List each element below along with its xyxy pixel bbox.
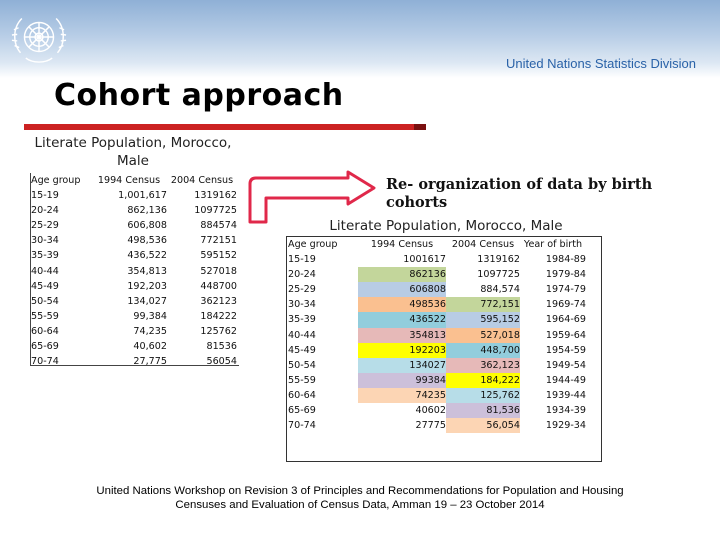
table-cell: 134,027 [127, 295, 167, 307]
footer-line-2: Censuses and Evaluation of Census Data, Amman 19 – 23 October 2014 [175, 499, 545, 511]
table-row [31, 339, 237, 354]
table-cell: 436,522 [127, 250, 167, 262]
table-row [31, 294, 237, 309]
column-header: Age group [288, 239, 338, 250]
table-row [288, 282, 586, 297]
table-cell: 595,152 [446, 312, 520, 327]
table-cell: 498536 [358, 297, 446, 312]
table-row [288, 418, 586, 433]
table-cell: 1979-84 [545, 269, 586, 281]
table-cell: 40-44 [31, 265, 59, 277]
table-row [31, 354, 237, 369]
table-cell: 45-49 [31, 280, 59, 292]
table-row [288, 328, 586, 343]
table-row [31, 309, 237, 324]
table-cell: 125,762 [446, 388, 520, 403]
table-cell: 40-44 [288, 329, 316, 341]
column-header: Age group [31, 175, 81, 186]
cohort-table-header [288, 237, 586, 252]
table-row [288, 343, 586, 358]
slide-title: Cohort approach [54, 78, 344, 113]
table-cell: 362,123 [446, 358, 520, 373]
table-cell: 20-24 [31, 205, 59, 217]
table-cell: 55-59 [288, 374, 316, 386]
table-row [31, 279, 237, 294]
table-row [288, 388, 586, 403]
table-cell: 595152 [200, 250, 237, 262]
table-cell: 56054 [206, 356, 237, 368]
table-cell: 70-74 [288, 420, 316, 432]
table-row [31, 188, 237, 203]
table-cell: 1954-59 [545, 344, 586, 356]
table-cell: 20-24 [288, 269, 316, 281]
table-cell: 436522 [358, 312, 446, 327]
table-row [288, 312, 586, 327]
table-cell: 1974-79 [545, 284, 586, 296]
cohort-table [288, 237, 586, 433]
reorganization-heading: Re- organization of data by birth cohorts [386, 176, 653, 211]
table-cell: 1097725 [194, 205, 237, 217]
title-underline-end [414, 124, 426, 130]
table-cell: 99,384 [133, 310, 167, 322]
table-cell: 1959-64 [545, 329, 586, 341]
table-row [288, 373, 586, 388]
table-cell: 56,054 [446, 418, 520, 433]
footer-note [20, 484, 700, 512]
table-cell: 25-29 [288, 284, 316, 296]
table-cell: 184222 [200, 310, 237, 322]
table-cell: 862136 [358, 267, 446, 282]
left-table-header [31, 173, 237, 188]
table-cell: 1001617 [403, 254, 446, 266]
table-cell: 27,775 [133, 356, 167, 368]
table-cell: 15-19 [31, 190, 59, 202]
table-cell: 65-69 [288, 405, 316, 417]
footer-line-1: United Nations Workshop on Revision 3 of Principles and Recommendations for Population and Housing [96, 485, 624, 497]
table-row [31, 233, 237, 248]
table-cell: 74235 [358, 388, 446, 403]
left-census-table [31, 173, 237, 369]
right-table-caption: Literate Population, Morocco, Male [329, 218, 563, 234]
table-cell: 27775 [415, 420, 446, 432]
table-cell: 125762 [200, 325, 237, 337]
table-cell: 1984-89 [545, 254, 586, 266]
table-cell: 70-74 [31, 356, 59, 368]
table-cell: 81,536 [446, 403, 520, 418]
table-cell: 184,222 [446, 373, 520, 388]
table-cell: 45-49 [288, 344, 316, 356]
table-cell: 60-64 [31, 325, 59, 337]
table-row [31, 264, 237, 279]
table-cell: 498,536 [127, 235, 167, 247]
left-table-caption: Literate Population, Morocco, Male [34, 135, 232, 169]
table-row [288, 403, 586, 418]
table-cell: 30-34 [31, 235, 59, 247]
table-cell: 884574 [200, 220, 237, 232]
column-header: 1994 Census [370, 239, 434, 250]
table-cell: 1,001,617 [118, 190, 167, 202]
column-header: 2004 Census [170, 175, 234, 186]
table-cell: 354,813 [127, 265, 167, 277]
table-cell: 40,602 [133, 341, 167, 353]
table-cell: 40602 [415, 405, 446, 417]
table-cell: 1939-44 [545, 389, 586, 401]
table-cell: 65-69 [31, 341, 59, 353]
table-cell: 1097725 [477, 269, 520, 281]
division-name: United Nations Statistics Division [505, 56, 696, 71]
table-cell: 606,808 [127, 220, 167, 232]
table-row [31, 324, 237, 339]
table-cell: 1964-69 [545, 314, 586, 326]
table-row [31, 248, 237, 263]
table-cell: 448,700 [446, 343, 520, 358]
table-cell: 1319162 [477, 254, 520, 266]
table-row [31, 203, 237, 218]
table-cell: 448700 [200, 280, 237, 292]
table-cell: 192,203 [127, 280, 167, 292]
column-header: 1994 Census [97, 175, 161, 186]
title-underline [24, 124, 414, 130]
table-cell: 772,151 [446, 297, 520, 312]
table-cell: 772151 [200, 235, 237, 247]
table-cell: 81536 [206, 341, 237, 353]
header-banner [0, 0, 720, 78]
table-cell: 134027 [358, 358, 446, 373]
table-cell: 1319162 [194, 190, 237, 202]
table-cell: 50-54 [288, 359, 316, 371]
table-row [288, 252, 586, 267]
column-header: 2004 Census [451, 239, 515, 250]
table-cell: 527018 [200, 265, 237, 277]
table-cell: 35-39 [288, 314, 316, 326]
table-cell: 362123 [200, 295, 237, 307]
table-row [31, 218, 237, 233]
table-row [288, 358, 586, 373]
table-cell: 862,136 [127, 205, 167, 217]
table-cell: 99384 [358, 373, 446, 388]
table-cell: 1949-54 [545, 359, 586, 371]
table-cell: 884,574 [480, 284, 520, 296]
table-cell: 35-39 [31, 250, 59, 262]
column-header: Year of birth [523, 239, 583, 250]
table-cell: 192203 [358, 343, 446, 358]
table-cell: 606808 [358, 282, 446, 297]
table-cell: 1944-49 [545, 374, 586, 386]
table-cell: 15-19 [288, 254, 316, 266]
table-cell: 1969-74 [545, 299, 586, 311]
table-cell: 25-29 [31, 220, 59, 232]
table-cell: 1934-39 [545, 405, 586, 417]
table-row [288, 297, 586, 312]
un-emblem-icon [6, 4, 72, 70]
table-cell: 55-59 [31, 310, 59, 322]
table-cell: 50-54 [31, 295, 59, 307]
table-cell: 527,018 [446, 328, 520, 343]
table-cell: 354813 [358, 328, 446, 343]
table-cell: 1929-34 [545, 420, 586, 432]
table-cell: 60-64 [288, 389, 316, 401]
table-cell: 30-34 [288, 299, 316, 311]
table-cell: 74,235 [133, 325, 167, 337]
table-row [288, 267, 586, 282]
